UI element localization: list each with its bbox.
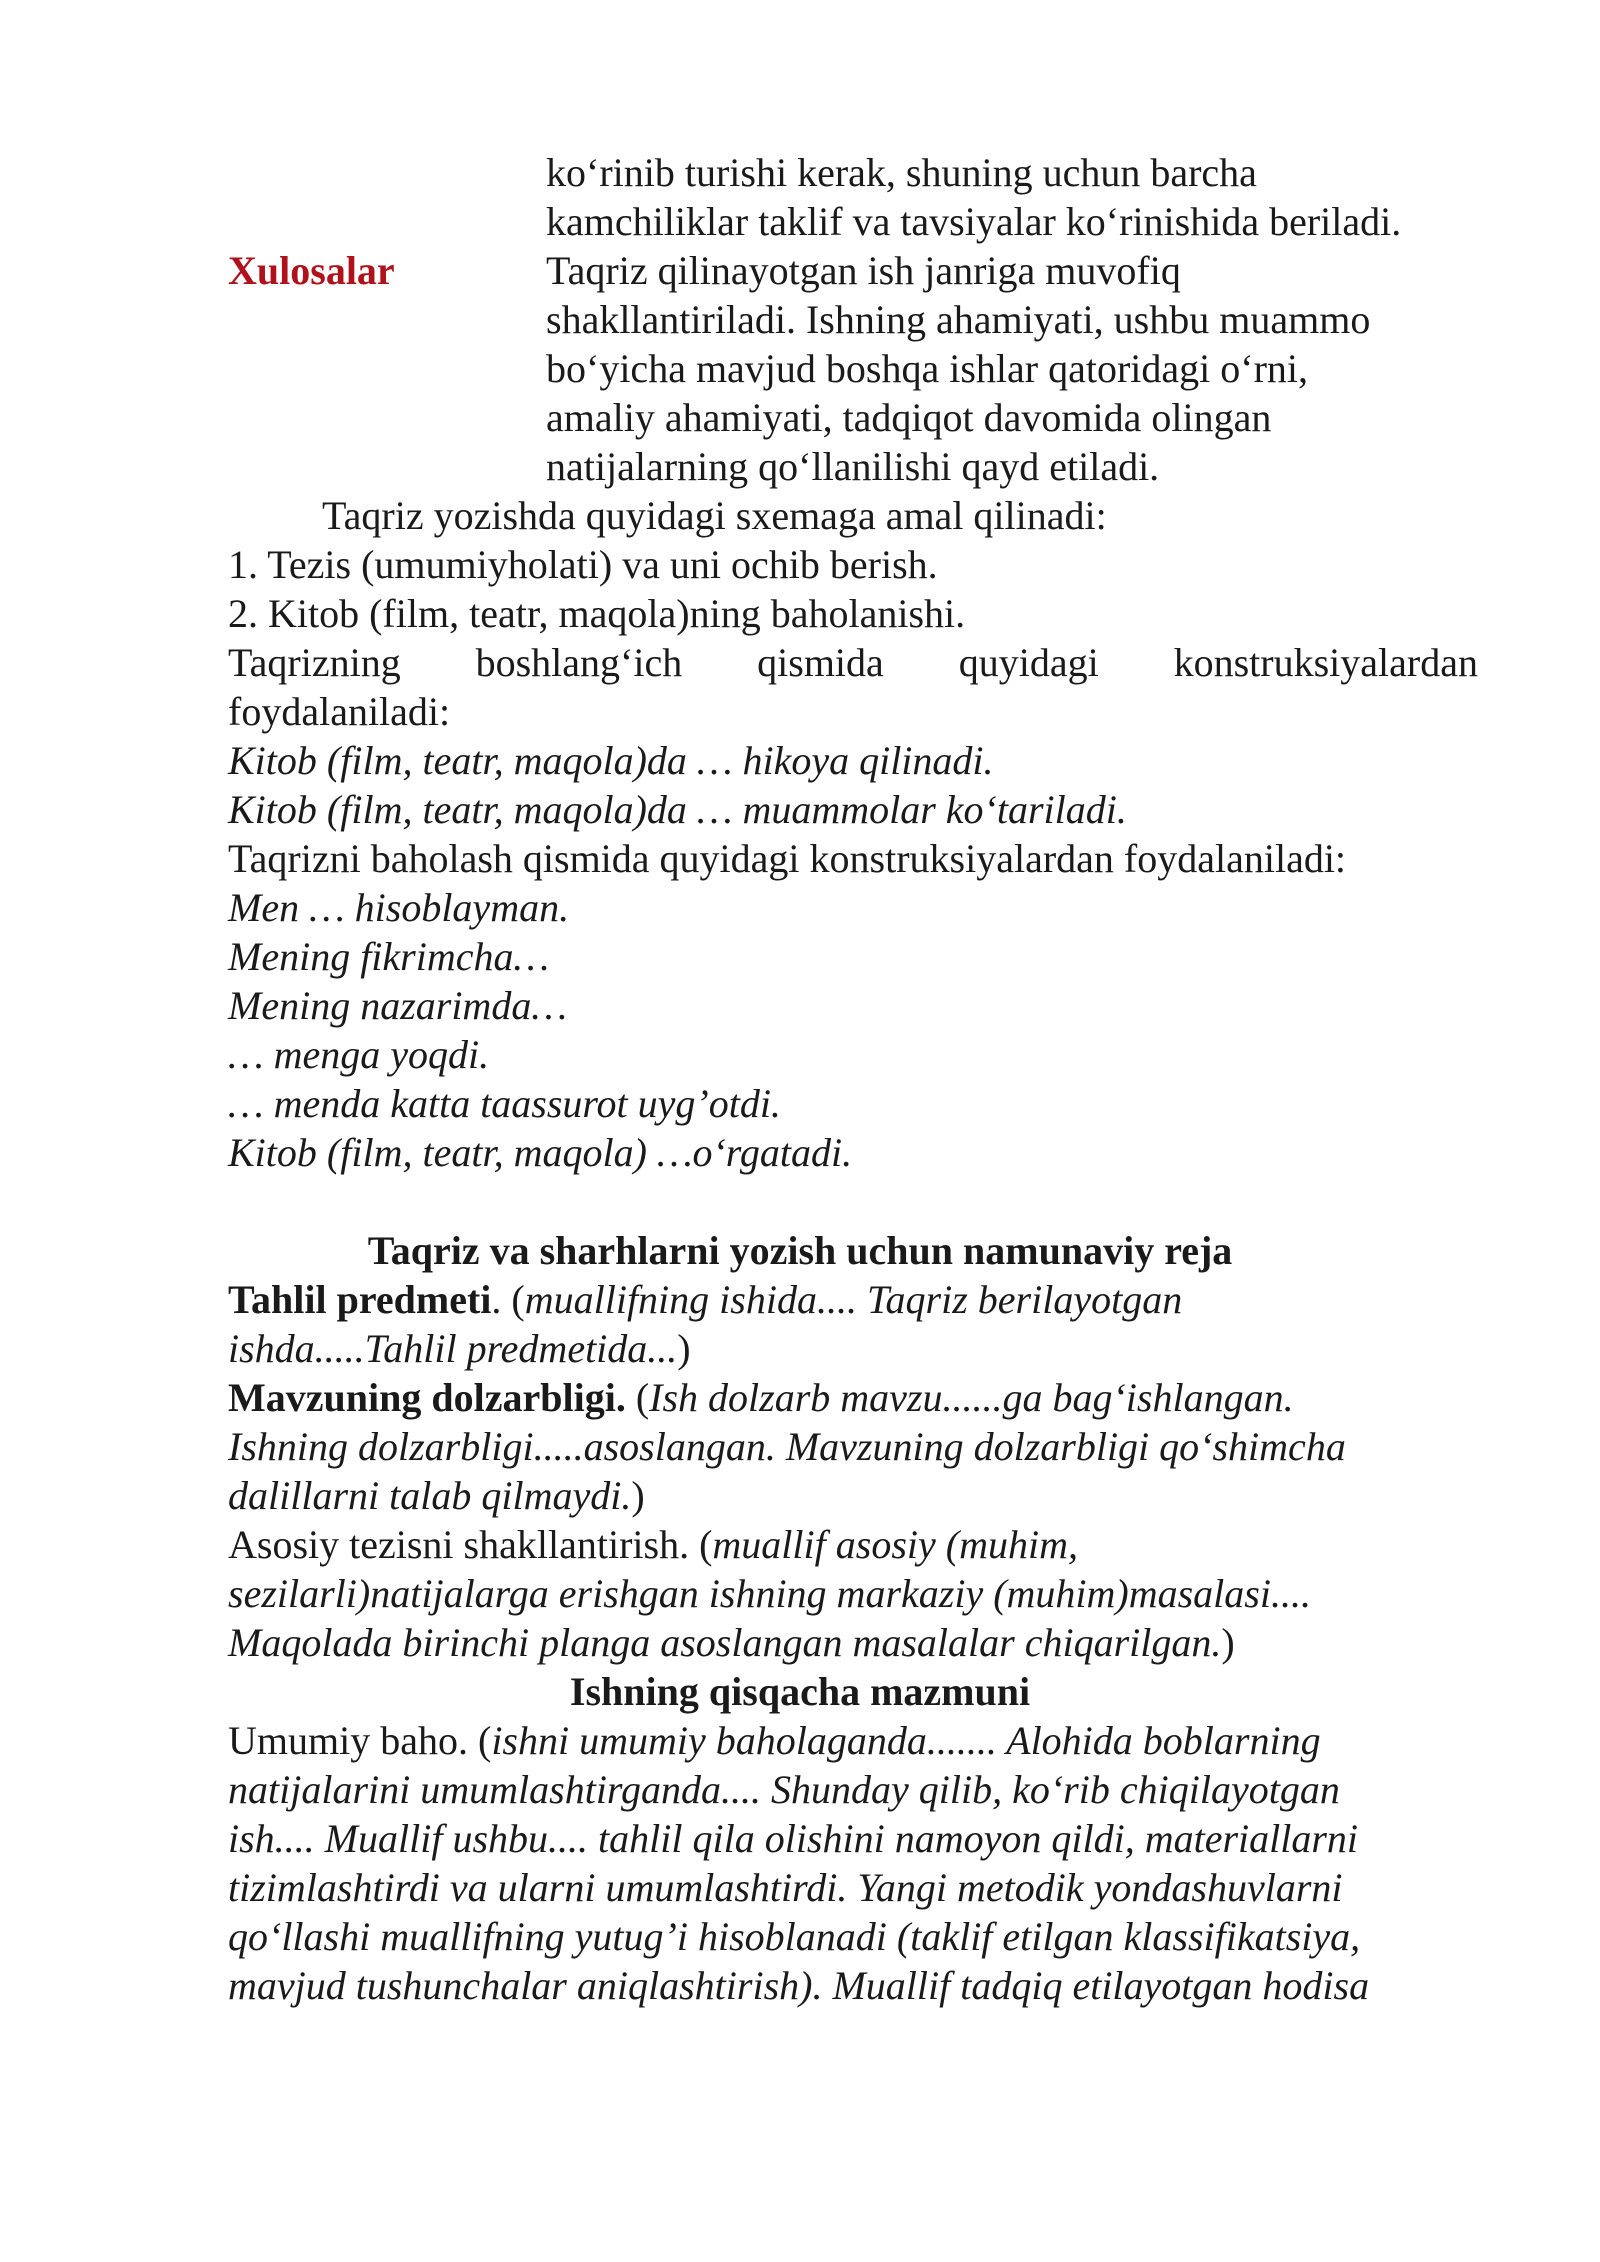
table-text-line: Taqriz qilinayotgan ish janriga muvofiq [546, 248, 1181, 293]
italic-text: ishda.....Tahlil predmetida... [228, 1326, 678, 1371]
word: qismida [757, 640, 884, 685]
paragraph-line [228, 1520, 1078, 1569]
example-line: … menga yoqdi. [228, 1032, 490, 1077]
schema-item: 2. Kitob (film, teatr, maqola)ning baholanishi. [228, 591, 966, 636]
table-text-line: kamchiliklar taklif va tavsiyalar ko‘rinishida beriladi. [546, 199, 1402, 244]
paragraph-line [228, 1373, 1294, 1422]
subheading: Ishning qisqacha mazmuni [569, 1669, 1031, 1714]
example-line: Men … hisoblayman. [228, 885, 570, 930]
schema-intro: Taqriz yozishda quyidagi sxemaga amal qilinadi: [322, 493, 1107, 538]
table-text-line: bo‘yicha mavjud boshqa ishlar qatoridagi o‘rni, [546, 346, 1309, 391]
italic-line: mavjud tushunchalar aniqlashtirish). Muallif tadqiq etilayotgan hodisa [228, 1963, 1370, 2008]
justified-line [228, 638, 1478, 687]
word: quyidagi [958, 640, 1099, 685]
example-line: Mening nazarimda… [228, 983, 567, 1028]
paragraph-line [228, 1471, 645, 1520]
section-heading: Taqriz va sharhlarni yozish uchun namunaviy reja [367, 1228, 1233, 1273]
punct: ( [625, 1375, 650, 1420]
word: boshlang‘ich [475, 640, 683, 685]
italic-line: tizimlashtirdi va ularni umumlashtirdi. Yangi metodik yondashuvlarni [228, 1865, 1343, 1910]
italic-line: qo‘llashi muallifning yutug’i hisoblanadi (taklif etilgan klassifikatsiya, [228, 1914, 1361, 1959]
italic-text: muallifning ishida.... Taqriz berilayotgan [524, 1277, 1183, 1322]
italic-line: ish.... Muallif ushbu.... tahlil qila olishini namoyon qildi, materiallarni [228, 1816, 1359, 1861]
paragraph-line [228, 1716, 1321, 1765]
paragraph-line [228, 1324, 691, 1373]
italic-text: Ish dolzarb mavzu......ga bag‘ishlangan. [649, 1375, 1294, 1420]
italic-text: muallif asosiy (muhim, [712, 1522, 1078, 1567]
term: Mavzuning dolzarbligi. [228, 1375, 626, 1420]
italic-line: Ishning dolzarbligi.....asoslangan. Mavzuning dolzarbligi qo‘shimcha [228, 1424, 1346, 1469]
italic-line: natijalarini umumlashtirganda.... Shunday qilib, ko‘rib chiqilayotgan [228, 1767, 1340, 1812]
example-line: Mening fikrimcha… [228, 934, 550, 979]
schema-item: 1. Tezis (umumiyholati) va uni ochib berish. [228, 542, 938, 587]
word: konstruksiyalardan [1173, 640, 1478, 685]
plain-text: Asosiy tezisni shakllantirish. ( [228, 1522, 713, 1567]
example-line: Kitob (film, teatr, maqola)da … hikoya qilinadi. [228, 738, 994, 783]
paragraph-line [228, 1618, 1235, 1667]
italic-text: dalillarni talab qilmaydi. [228, 1473, 632, 1518]
example-line: Kitob (film, teatr, maqola)da … muammolar ko‘tariladi. [228, 787, 1127, 832]
term: Tahlil predmeti [228, 1277, 492, 1322]
table-text-line: natijalarning qo‘llanilishi qayd etiladi. [546, 444, 1160, 489]
italic-text: ishni umumiy baholaganda....... Alohida boblarning [491, 1718, 1321, 1763]
table-row-label: Xulosalar [228, 248, 395, 293]
punct: ) [631, 1473, 645, 1518]
example-line: Kitob (film, teatr, maqola) …o‘rgatadi. [228, 1130, 853, 1175]
punct: ) [1221, 1620, 1235, 1665]
paragraph-line [228, 1275, 1182, 1324]
paragraph-line: foydalaniladi: [228, 689, 451, 734]
paragraph-line: Taqrizni baholash qismida quyidagi konstruksiyalardan foydalaniladi: [228, 836, 1347, 881]
punct: ) [677, 1326, 691, 1371]
punct: . ( [491, 1277, 525, 1322]
italic-line: sezilarli)natijalarga erishgan ishning markaziy (muhim)masalasi.... [228, 1571, 1311, 1616]
word: Taqrizning [228, 640, 401, 685]
example-line: … menda katta taassurot uyg’otdi. [228, 1081, 781, 1126]
table-text-line: ko‘rinib turishi kerak, shuning uchun barcha [546, 150, 1257, 195]
table-text-line: shakllantiriladi. Ishning ahamiyati, ushbu muammo [546, 297, 1371, 342]
table-text-line: amaliy ahamiyati, tadqiqot davomida olingan [546, 395, 1272, 440]
plain-text: Umumiy baho. ( [228, 1718, 492, 1763]
italic-text: Maqolada birinchi planga asoslangan masalalar chiqarilgan. [228, 1620, 1222, 1665]
